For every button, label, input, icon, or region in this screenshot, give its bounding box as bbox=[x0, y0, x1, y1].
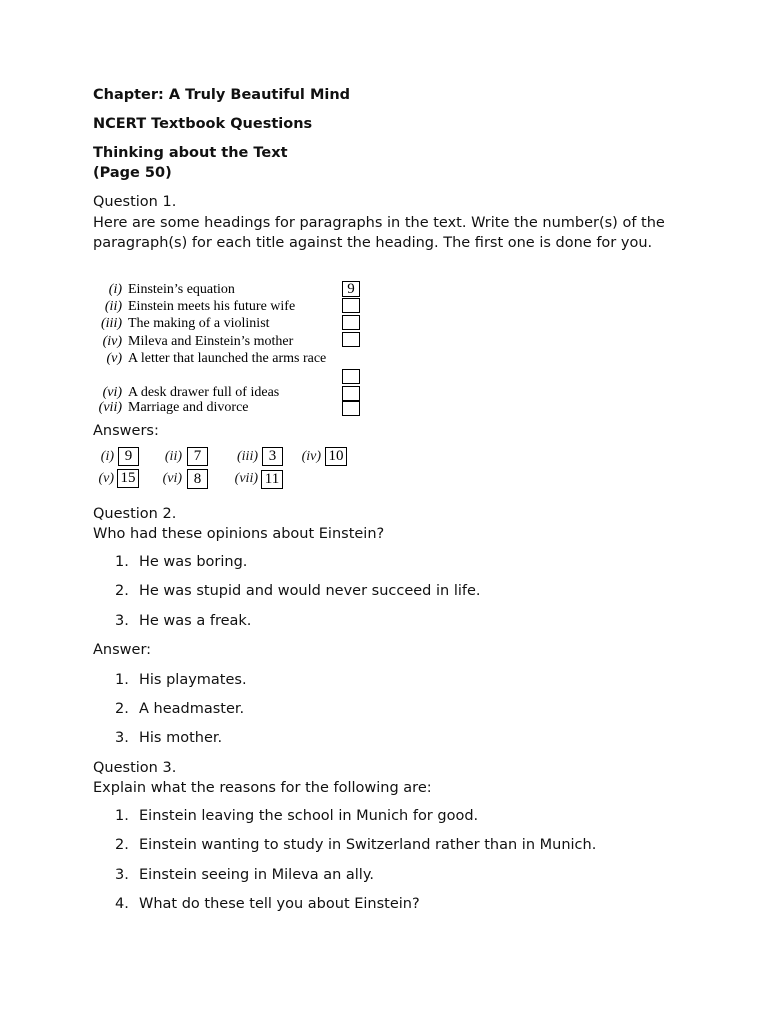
answer-box: 3 bbox=[262, 447, 283, 466]
answer-box: 7 bbox=[187, 447, 208, 466]
heading-text: A letter that launched the arms race bbox=[128, 351, 327, 366]
answer-box: 15 bbox=[117, 469, 139, 488]
list-item bbox=[115, 701, 244, 717]
list-item-text: His playmates. bbox=[139, 672, 247, 688]
question-2-text: Who had these opinions about Einstein? bbox=[93, 526, 385, 542]
list-item bbox=[115, 554, 247, 570]
heading-number: (vii) bbox=[98, 400, 122, 415]
heading-box bbox=[342, 401, 360, 416]
question-2-label: Question 2. bbox=[93, 506, 177, 522]
list-item bbox=[115, 583, 481, 599]
answer-box: 9 bbox=[118, 447, 139, 466]
list-item-text: Einstein leaving the school in Munich for good. bbox=[139, 808, 479, 824]
heading-number: (ii) bbox=[104, 299, 122, 314]
list-number: 3. bbox=[115, 613, 129, 629]
heading-number: (v) bbox=[106, 351, 122, 366]
question-1-text: Here are some headings for paragraphs in the text. Write the number(s) of the paragraph(s) for each title against the heading. The first one is done for you. bbox=[93, 215, 665, 251]
list-item bbox=[115, 867, 374, 883]
list-number: 1. bbox=[115, 554, 129, 570]
list-item-text: His mother. bbox=[139, 730, 223, 746]
answers-label: Answers: bbox=[93, 423, 159, 439]
heading-number: (vi) bbox=[102, 385, 122, 400]
list-number: 2. bbox=[115, 583, 129, 599]
answer-number: (iii) bbox=[237, 449, 258, 464]
answer-label: Answer: bbox=[93, 642, 152, 658]
heading-text: A desk drawer full of ideas bbox=[128, 385, 280, 400]
heading-box bbox=[342, 369, 360, 384]
heading-box: 9 bbox=[342, 281, 360, 297]
heading-number: (i) bbox=[108, 282, 122, 297]
list-item bbox=[115, 808, 478, 824]
list-item bbox=[115, 896, 420, 912]
list-item-text: What do these tell you about Einstein? bbox=[139, 896, 420, 912]
answer-number: (vii) bbox=[234, 471, 258, 486]
list-number: 2. bbox=[115, 701, 129, 717]
list-item-text: He was boring. bbox=[139, 554, 248, 570]
heading-text: The making of a violinist bbox=[128, 316, 270, 331]
answer-box: 8 bbox=[187, 469, 208, 489]
page-reference: (Page 50) bbox=[93, 165, 172, 181]
heading-box bbox=[342, 386, 360, 401]
list-item-text: Einstein seeing in Mileva an ally. bbox=[139, 867, 374, 883]
section-title: Thinking about the Text bbox=[93, 145, 288, 161]
list-number: 2. bbox=[115, 837, 129, 853]
list-number: 1. bbox=[115, 672, 129, 688]
list-item bbox=[115, 672, 247, 688]
chapter-title: Chapter: A Truly Beautiful Mind bbox=[93, 87, 351, 103]
answer-box: 11 bbox=[261, 470, 283, 489]
heading-box bbox=[342, 332, 360, 347]
list-item-text: He was stupid and would never succeed in life. bbox=[139, 583, 481, 599]
heading-box bbox=[342, 298, 360, 313]
list-number: 3. bbox=[115, 730, 129, 746]
heading-number: (iv) bbox=[102, 334, 122, 349]
heading-text: Marriage and divorce bbox=[128, 400, 249, 415]
question-1-label: Question 1. bbox=[93, 194, 177, 210]
answer-box: 10 bbox=[325, 447, 347, 466]
list-number: 3. bbox=[115, 867, 129, 883]
list-number: 1. bbox=[115, 808, 129, 824]
list-number: 4. bbox=[115, 896, 129, 912]
heading-text: Mileva and Einstein’s mother bbox=[128, 334, 294, 349]
list-item bbox=[115, 837, 596, 853]
answer-number: (ii) bbox=[164, 449, 182, 464]
heading-text: Einstein’s equation bbox=[128, 282, 235, 297]
list-item-text: Einstein wanting to study in Switzerland rather than in Munich. bbox=[139, 837, 597, 853]
list-item bbox=[115, 730, 222, 746]
answer-number: (v) bbox=[98, 471, 114, 486]
list-item-text: A headmaster. bbox=[139, 701, 245, 717]
answer-number: (vi) bbox=[162, 471, 182, 486]
heading-number: (iii) bbox=[101, 316, 122, 331]
subtitle: NCERT Textbook Questions bbox=[93, 116, 313, 132]
heading-box bbox=[342, 315, 360, 330]
heading-text: Einstein meets his future wife bbox=[128, 299, 296, 314]
question-3-label: Question 3. bbox=[93, 760, 177, 776]
list-item-text: He was a freak. bbox=[139, 613, 252, 629]
question-3-text: Explain what the reasons for the following are: bbox=[93, 780, 432, 796]
answer-number: (i) bbox=[100, 449, 114, 464]
list-item bbox=[115, 613, 251, 629]
answer-number: (iv) bbox=[301, 449, 321, 464]
